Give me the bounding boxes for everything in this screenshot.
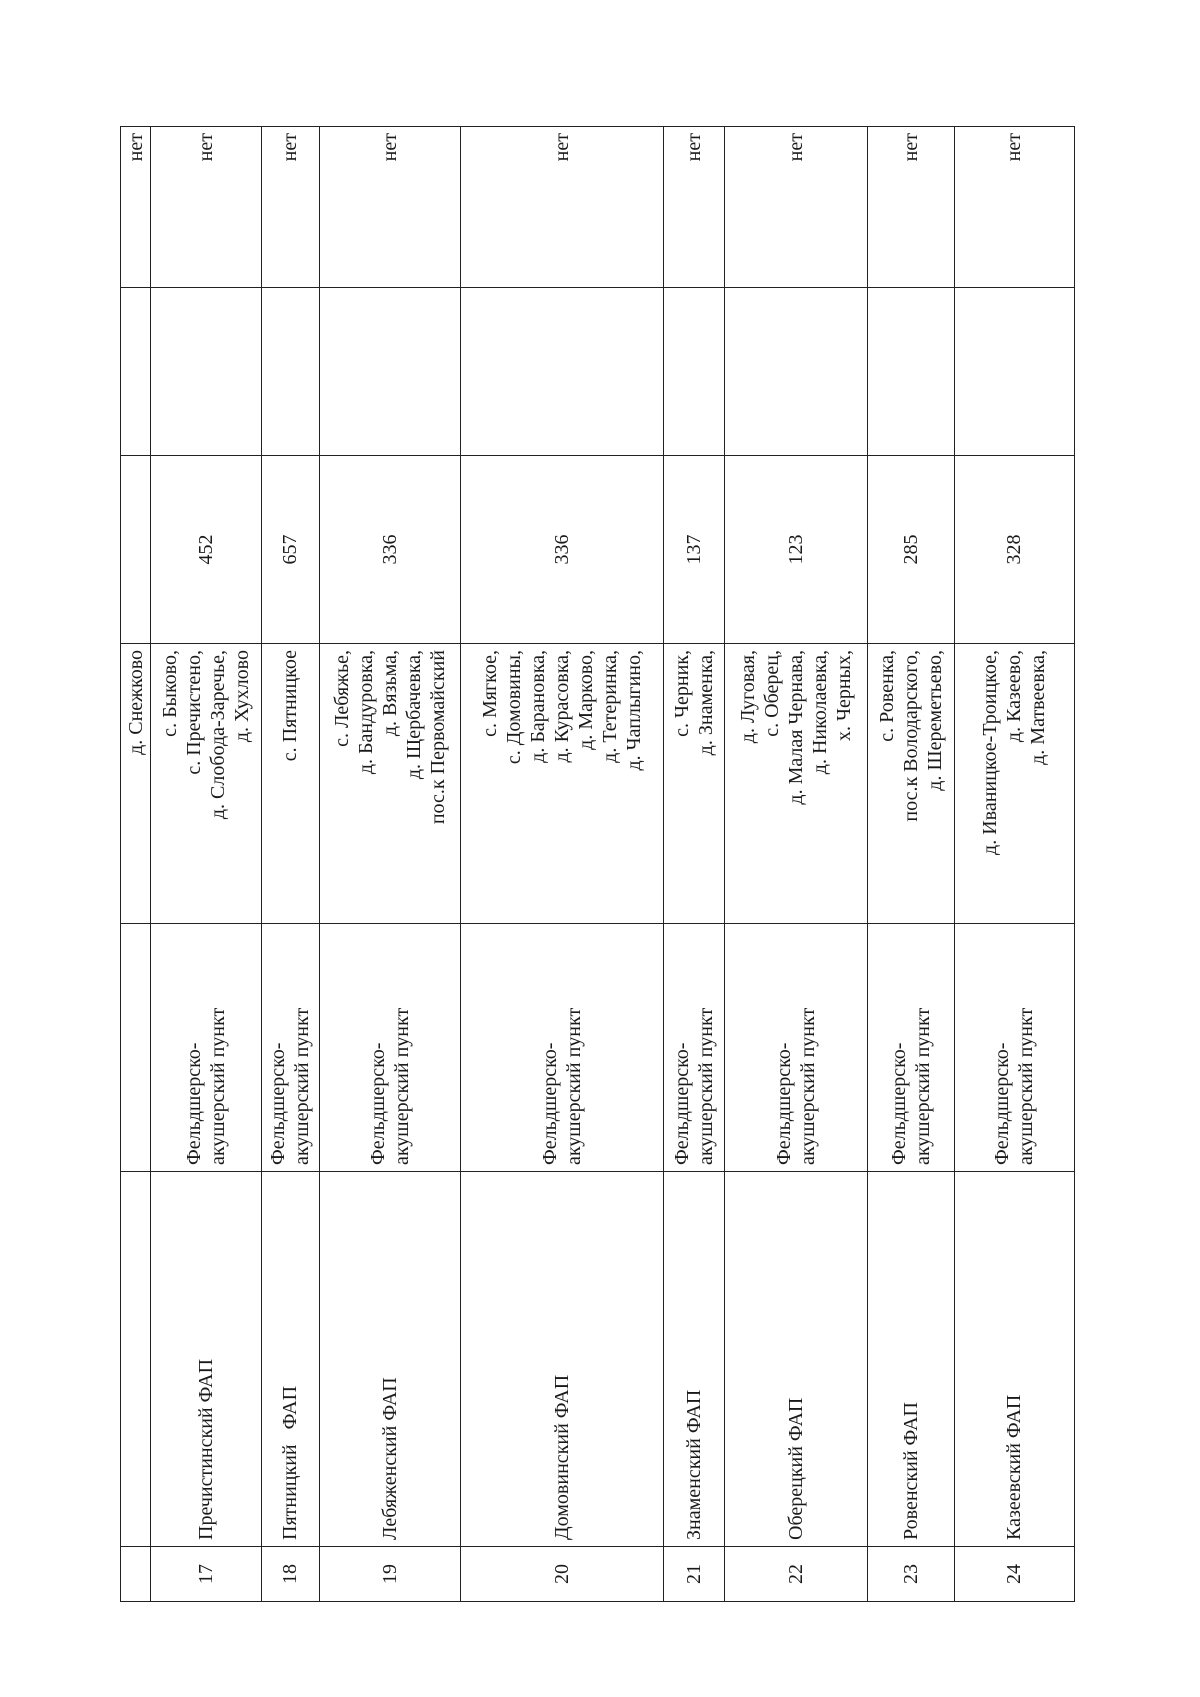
- empty-cell: [151, 288, 262, 456]
- fap-type-line: акушерский пункт: [562, 1007, 585, 1165]
- row-number-cell: [319, 1547, 460, 1602]
- population-cell: [954, 456, 1074, 644]
- fap-name: Ровенский ФАП: [899, 1402, 922, 1540]
- settlement-line: пос.к Первомайский: [426, 650, 449, 825]
- fap-type-line: акушерский пункт: [911, 1007, 934, 1165]
- fap-type-line: Фельдшерско-: [671, 1042, 694, 1165]
- fap-name-cell: [664, 1172, 725, 1547]
- settlement-line: д. Марково,: [574, 650, 597, 750]
- settlement-line: д. Иваницкое-Троицкое,: [979, 650, 1002, 855]
- flag-value: нет: [1003, 133, 1026, 162]
- settlement-line: д. Николаевка,: [808, 650, 831, 775]
- flag-value: нет: [784, 133, 807, 162]
- settlement-line: д. Чаплыгино,: [622, 650, 645, 771]
- table-row: [868, 127, 955, 1602]
- row-number: 20: [550, 1564, 573, 1584]
- row-number-cell: [262, 1547, 319, 1602]
- flag-value: нет: [279, 133, 302, 162]
- settlement-line: х. Черных,: [832, 650, 855, 742]
- settlement-line: д. Щербачевка,: [402, 650, 425, 780]
- population-value: 328: [1003, 534, 1026, 565]
- fap-type-cell: [319, 924, 460, 1172]
- empty-cell: [460, 288, 664, 456]
- settlement-line: д. Луговая,: [736, 650, 759, 744]
- settlements-cell: [151, 644, 262, 924]
- fap-type-line: Фельдшерско-: [772, 1042, 795, 1165]
- table-row-continuation: [121, 127, 151, 1602]
- settlement-line: д. Тетеринка,: [598, 650, 621, 763]
- settlements-cell: [954, 644, 1074, 924]
- flag-cell: [724, 127, 867, 288]
- fap-type-line: акушерский пункт: [207, 1007, 230, 1165]
- fap-name-cell: [319, 1172, 460, 1547]
- settlement-line: д. Слобода-Заречье,: [207, 650, 230, 820]
- settlement-line: с. Мягкое,: [478, 650, 501, 737]
- fap-name: Оберецкий ФАП: [784, 1397, 807, 1540]
- settlements-cell: [664, 644, 725, 924]
- fap-type-line: Фельдшерско-: [991, 1042, 1014, 1165]
- settlement-line: с. Ровенка,: [875, 650, 898, 742]
- row-number: 19: [378, 1564, 401, 1584]
- empty-cell: [121, 288, 151, 456]
- row-number: 23: [899, 1564, 922, 1584]
- flag-cell: [868, 127, 955, 288]
- settlement-line: д. Шереметьево,: [923, 650, 946, 791]
- fap-name-cell: [262, 1172, 319, 1547]
- population-cell: [262, 456, 319, 644]
- table-row: [664, 127, 725, 1602]
- flag-cell: [121, 127, 151, 288]
- population-value: 137: [683, 534, 706, 565]
- population-value: 285: [899, 534, 922, 565]
- settlement-line: д. Хухлово: [231, 650, 254, 743]
- empty-cell: [664, 288, 725, 456]
- population-value: 657: [279, 534, 302, 565]
- settlement-line: д. Бандуровка,: [354, 650, 377, 775]
- row-number: 18: [279, 1564, 302, 1584]
- settlement-line: с. Пречистено,: [183, 650, 206, 775]
- settlement-line: с. Лебяжье,: [330, 650, 353, 747]
- row-number: 21: [683, 1564, 706, 1584]
- population-cell: [724, 456, 867, 644]
- empty-cell: [868, 288, 955, 456]
- row-number-cell: [954, 1547, 1074, 1602]
- flag-cell: [460, 127, 664, 288]
- fap-name: Знаменский ФАП: [683, 1389, 706, 1540]
- fap-table-body: [121, 127, 1075, 1602]
- settlement-cell: [121, 644, 151, 924]
- fap-name-cell: [868, 1172, 955, 1547]
- fap-type-cell: [664, 924, 725, 1172]
- settlement-line: с. Черник,: [671, 650, 694, 737]
- row-number-cell: [664, 1547, 725, 1602]
- table-row: [262, 127, 319, 1602]
- empty-cell: [262, 288, 319, 456]
- flag-value: нет: [683, 133, 706, 162]
- fap-name-cell: [724, 1172, 867, 1547]
- flag-value: нет: [124, 133, 147, 162]
- settlement-line: д. Барановка,: [526, 650, 549, 763]
- settlement-line: д. Знаменка,: [695, 650, 718, 756]
- fap-type-line: Фельдшерско-: [267, 1042, 290, 1165]
- fap-name: Казеевский ФАП: [1003, 1394, 1026, 1540]
- flag-cell: [664, 127, 725, 288]
- settlement-line: пос.к Володарского,: [899, 650, 922, 822]
- fap-type-line: акушерский пункт: [796, 1007, 819, 1165]
- table-row: [954, 127, 1074, 1602]
- row-number: 22: [784, 1564, 807, 1584]
- table-row: [319, 127, 460, 1602]
- row-number: 24: [1003, 1564, 1026, 1584]
- flag-value: нет: [550, 133, 573, 162]
- flag-value: нет: [899, 133, 922, 162]
- table-row: [151, 127, 262, 1602]
- type-cell: [121, 924, 151, 1172]
- population-value: 336: [378, 534, 401, 565]
- settlement-line: с. Пятницкое: [279, 650, 302, 762]
- settlement-line: с. Домовины,: [502, 650, 525, 765]
- settlement-line: д. Курасовка,: [550, 650, 573, 763]
- fap-type-line: Фельдшерско-: [887, 1042, 910, 1165]
- fap-type-cell: [724, 924, 867, 1172]
- settlements-cell: [460, 644, 664, 924]
- population-value: 123: [784, 534, 807, 565]
- fap-type-cell: [460, 924, 664, 1172]
- settlements-cell: [868, 644, 955, 924]
- population-cell: [121, 456, 151, 644]
- empty-cell: [319, 288, 460, 456]
- population-cell: [151, 456, 262, 644]
- population-cell: [664, 456, 725, 644]
- rotated-table-wrapper: [120, 127, 1075, 1602]
- population-cell: [868, 456, 955, 644]
- settlement-line: д. Матвеевка,: [1027, 650, 1050, 765]
- empty-cell: [954, 288, 1074, 456]
- fap-type-cell: [868, 924, 955, 1172]
- fap-name-cell: [151, 1172, 262, 1547]
- empty-cell: [724, 288, 867, 456]
- settlements-cell: [724, 644, 867, 924]
- population-value: 452: [195, 534, 218, 565]
- fap-type-cell: [954, 924, 1074, 1172]
- flag-cell: [151, 127, 262, 288]
- population-value: 336: [550, 534, 573, 565]
- fap-type-line: Фельдшерско-: [183, 1042, 206, 1165]
- settlement-line: с. Быково,: [159, 650, 182, 737]
- population-cell: [460, 456, 664, 644]
- flag-cell: [262, 127, 319, 288]
- fap-name: Лебяженский ФАП: [378, 1377, 401, 1540]
- fap-name: Пятницкий ФАП: [279, 1385, 302, 1540]
- fap-type-cell: [151, 924, 262, 1172]
- fap-name: Домовинский ФАП: [550, 1374, 573, 1540]
- population-cell: [319, 456, 460, 644]
- fap-name: Пречистинский ФАП: [195, 1358, 218, 1540]
- fap-type-line: Фельдшерско-: [366, 1042, 389, 1165]
- settlement-line: д. Малая Чернава,: [784, 650, 807, 805]
- fap-table: [120, 126, 1075, 1602]
- fap-type-line: акушерский пункт: [390, 1007, 413, 1165]
- row-number-cell: [868, 1547, 955, 1602]
- name-cell: [121, 1172, 151, 1547]
- fap-name-cell: [460, 1172, 664, 1547]
- flag-cell: [319, 127, 460, 288]
- table-row: [460, 127, 664, 1602]
- table-row: [724, 127, 867, 1602]
- row-number: 17: [195, 1564, 218, 1584]
- row-number-cell: [151, 1547, 262, 1602]
- fap-type-line: акушерский пункт: [291, 1007, 314, 1165]
- row-number-cell: [460, 1547, 664, 1602]
- fap-type-line: акушерский пункт: [1015, 1007, 1038, 1165]
- flag-value: нет: [195, 133, 218, 162]
- settlements-cell: [319, 644, 460, 924]
- fap-name-cell: [954, 1172, 1074, 1547]
- flag-cell: [954, 127, 1074, 288]
- fap-type-line: Фельдшерско-: [538, 1042, 561, 1165]
- row-number-cell: [724, 1547, 867, 1602]
- settlement-line: д. Казеево,: [1003, 650, 1026, 743]
- fap-type-line: акушерский пункт: [695, 1007, 718, 1165]
- settlement-line: д. Снежково: [124, 650, 147, 755]
- settlement-line: д. Вязьма,: [378, 650, 401, 737]
- flag-value: нет: [378, 133, 401, 162]
- settlements-cell: [262, 644, 319, 924]
- fap-type-cell: [262, 924, 319, 1172]
- settlement-line: с. Оберец,: [760, 650, 783, 737]
- num-cell: [121, 1547, 151, 1602]
